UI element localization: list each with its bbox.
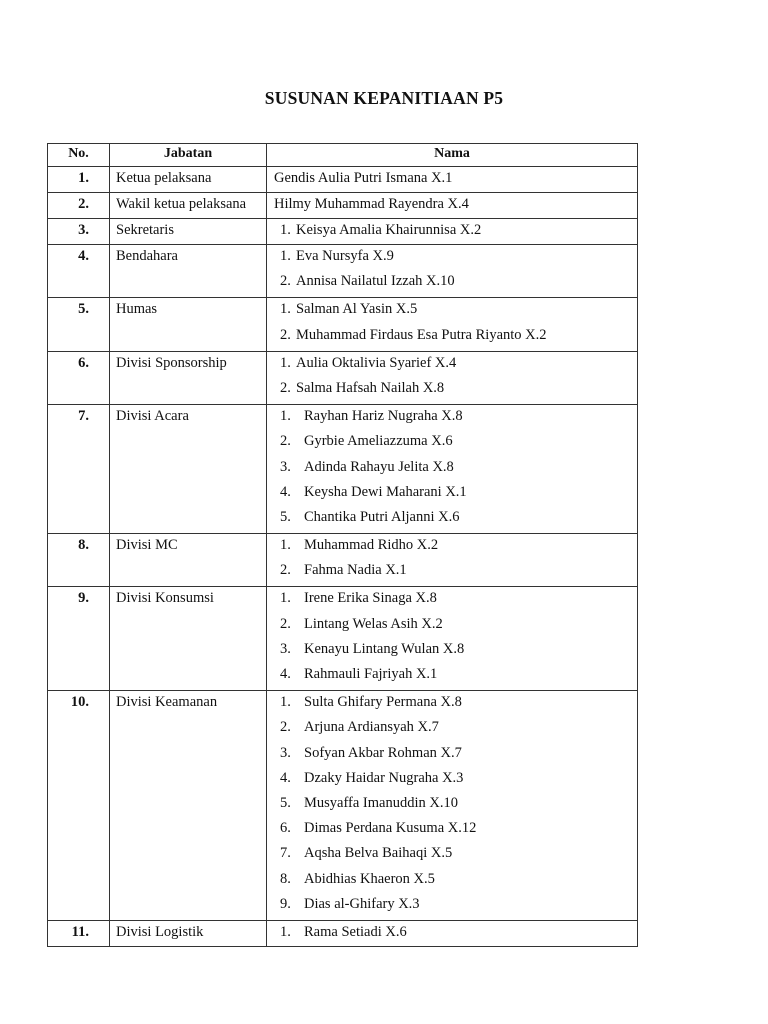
member-list-number: 3. [280,458,291,475]
member-list-number: 1. [280,590,291,607]
member-name-item [267,588,637,613]
member-name-item [267,664,637,689]
member-list-number: 5. [280,508,291,525]
row-number: 10. [48,691,110,921]
table-body [48,167,638,947]
member-name: Salman Al Yasin X.5 [296,301,418,318]
member-name: Eva Nursyfa X.9 [296,248,394,264]
member-name-item [267,894,637,919]
member-list-number: 2. [280,273,291,290]
member-name-item [267,692,637,717]
member-list-number: 2. [280,719,291,736]
document-title: SUSUNAN KEPANITIAAN P5 [264,88,504,108]
row-jabatan: Divisi Sponsorship [110,351,267,404]
member-name: Dzaky Haidar Nugraha X.3 [304,769,464,786]
member-name-item [267,431,637,456]
member-name: Dimas Perdana Kusuma X.12 [304,820,477,837]
header-nama: Nama [267,144,638,167]
member-name: Rahmauli Fajriyah X.1 [304,666,438,682]
member-name: Aqsha Belva Baihaqi X.5 [304,845,453,862]
member-name-item [267,271,637,296]
header-jabatan: Jabatan [110,144,267,167]
member-name: Keysha Dewi Maharani X.1 [304,483,467,500]
committee-table [47,143,638,947]
table-row [48,691,638,921]
member-list-number: 4. [280,483,291,500]
member-list-number: 2. [280,326,291,343]
member-name: Dias al-Ghifary X.3 [304,895,420,912]
member-name-item [267,922,637,945]
member-list-number: 4. [280,769,291,786]
row-jabatan: Wakil ketua pelaksana [110,193,267,219]
member-name: Gendis Aulia Putri Ismana X.1 [274,170,453,186]
row-jabatan: Divisi Acara [110,405,267,534]
member-name-item [267,457,637,482]
member-name: Muhammad Ridho X.2 [304,537,439,554]
member-name: Sulta Ghifary Permana X.8 [304,694,462,711]
member-name-item [267,793,637,818]
member-name-item [267,168,637,191]
member-list-number: 3. [280,744,291,761]
member-name: Hilmy Muhammad Rayendra X.4 [274,196,469,212]
row-jabatan: Divisi Konsumsi [110,587,267,691]
member-name-item [267,743,637,768]
member-list-number: 1. [280,301,291,318]
row-nama-list [267,245,638,298]
row-jabatan: Sekretaris [110,219,267,245]
member-list-number: 2. [280,433,291,450]
table-row [48,405,638,534]
row-jabatan: Bendahara [110,245,267,298]
member-list-number: 9. [280,895,291,912]
member-list-number: 6. [280,820,291,837]
table-row [48,167,638,193]
table-row [48,245,638,298]
member-name: Rama Setiadi X.6 [304,923,407,940]
member-name: Irene Erika Sinaga X.8 [304,590,437,607]
table-row [48,534,638,587]
member-list-number: 1. [280,694,291,711]
row-jabatan: Ketua pelaksana [110,167,267,193]
member-list-number: 3. [280,640,291,657]
member-name: Muhammad Firdaus Esa Putra Riyanto X.2 [296,326,547,343]
member-name: Annisa Nailatul Izzah X.10 [296,273,455,290]
member-name: Salma Hafsah Nailah X.8 [296,379,445,396]
member-name: Rayhan Hariz Nugraha X.8 [304,408,463,425]
member-name-item [267,869,637,894]
row-nama-list [267,219,638,245]
member-list-number: 7. [280,845,291,862]
member-list-number: 5. [280,794,291,811]
member-name-item [267,220,637,243]
member-name-item [267,768,637,793]
table-row [48,587,638,691]
member-name-item [267,560,637,585]
member-name: Abidhias Khaeron X.5 [304,870,435,887]
member-name-item [267,246,637,271]
member-name: Gyrbie Ameliazzuma X.6 [304,433,453,450]
member-name-item [267,614,637,639]
row-number: 9. [48,587,110,691]
member-list-number: 2. [280,379,291,396]
member-list-number: 1. [280,248,291,264]
member-name-item [267,818,637,843]
row-nama-list [267,691,638,921]
table-header-row [48,144,638,167]
member-name-item [267,378,637,403]
row-number: 1. [48,167,110,193]
row-nama-list [267,167,638,193]
row-number: 5. [48,298,110,351]
member-name-item [267,325,637,350]
member-name: Fahma Nadia X.1 [304,562,407,579]
row-nama-list [267,193,638,219]
table-row [48,298,638,351]
row-number: 6. [48,351,110,404]
table-row [48,219,638,245]
row-number: 11. [48,920,110,946]
row-nama-list [267,351,638,404]
row-jabatan: Humas [110,298,267,351]
member-list-number: 1. [280,354,291,371]
row-number: 2. [48,193,110,219]
row-nama-list [267,298,638,351]
row-jabatan: Divisi MC [110,534,267,587]
member-name-item [267,535,637,560]
member-list-number: 2. [280,615,291,632]
member-list-number: 1. [280,537,291,554]
member-list-number: 8. [280,870,291,887]
row-nama-list [267,534,638,587]
member-name-item [267,507,637,532]
member-name-item [267,482,637,507]
member-name-item [267,194,637,217]
table-row [48,351,638,404]
row-number: 8. [48,534,110,587]
member-name-item [267,353,637,378]
member-name: Adinda Rahayu Jelita X.8 [304,458,454,475]
row-number: 7. [48,405,110,534]
header-no: No. [48,144,110,167]
member-name: Lintang Welas Asih X.2 [304,615,443,632]
member-list-number: 1. [280,222,291,238]
row-nama-list [267,920,638,946]
row-jabatan: Divisi Keamanan [110,691,267,921]
member-list-number: 2. [280,562,291,579]
member-name-item [267,639,637,664]
member-name: Kenayu Lintang Wulan X.8 [304,640,465,657]
row-number: 3. [48,219,110,245]
member-name: Musyaffa Imanuddin X.10 [304,794,458,811]
member-name-item [267,299,637,324]
table-row [48,193,638,219]
member-name: Keisya Amalia Khairunnisa X.2 [296,222,482,238]
member-name-item [267,843,637,868]
member-name: Aulia Oktalivia Syarief X.4 [296,354,457,371]
row-nama-list [267,405,638,534]
member-list-number: 4. [280,666,291,682]
member-name: Arjuna Ardiansyah X.7 [304,719,439,736]
row-nama-list [267,587,638,691]
table-row [48,920,638,946]
member-name: Sofyan Akbar Rohman X.7 [304,744,462,761]
member-list-number: 1. [280,923,291,940]
member-name-item [267,406,637,431]
row-jabatan: Divisi Logistik [110,920,267,946]
member-name-item [267,717,637,742]
row-number: 4. [48,245,110,298]
member-name: Chantika Putri Aljanni X.6 [304,508,460,525]
member-list-number: 1. [280,408,291,425]
